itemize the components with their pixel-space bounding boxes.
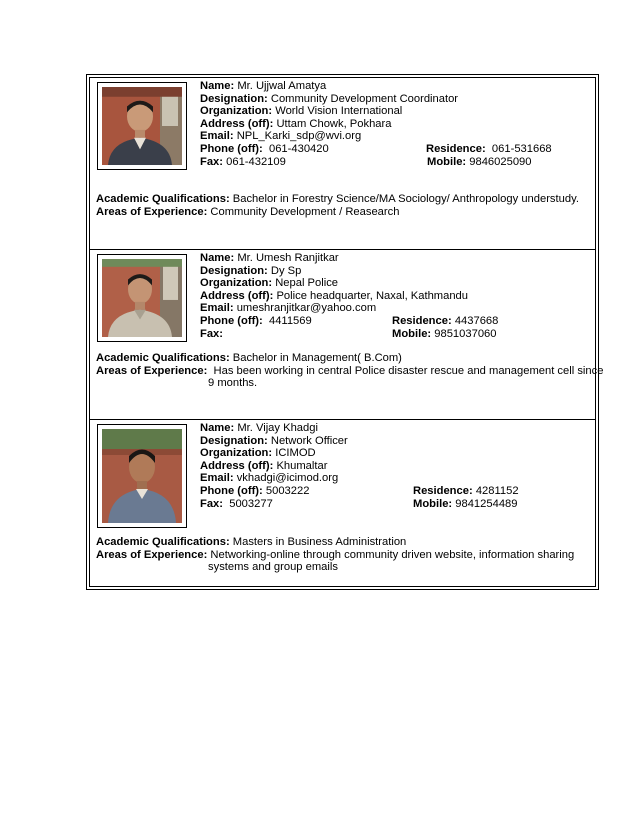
person-address: Uttam Chowk, Pokhara: [276, 117, 392, 130]
person-address: Police headquarter, Naxal, Kathmandu: [276, 289, 469, 302]
person-mobile: 9846025090: [469, 155, 532, 168]
address-label: Address (off):: [200, 459, 274, 472]
contact-table-inner: [89, 77, 604, 587]
person-organization: World Vision International: [275, 105, 403, 118]
person-address: Khumaltar: [276, 459, 328, 472]
person-residence: 4437668: [454, 314, 499, 327]
designation-label: Designation:: [200, 264, 268, 277]
qualifications-block: [96, 193, 591, 218]
person-name: Mr. Vijay Khadgi: [237, 422, 318, 434]
fax-label: Fax:: [200, 497, 224, 510]
experience-value: Networking-online through community driven website, information sharing: [210, 548, 575, 561]
contact-entry: [90, 78, 595, 250]
residence-label: Residence:: [426, 142, 486, 155]
person-phone: 5003222: [265, 484, 310, 497]
portrait-photo: [102, 259, 182, 337]
person-photo: [97, 424, 187, 528]
fax-label: Fax:: [200, 327, 224, 340]
person-photo: [97, 254, 187, 342]
address-label: Address (off):: [200, 117, 274, 130]
qualifications-block: [96, 536, 591, 574]
person-email: vkhadgi@icimod.org: [236, 472, 339, 485]
experience-value: Has been working in central Police disaster rescue and management cell since: [213, 364, 604, 377]
academic-value: Bachelor in Forestry Science/MA Sociology/ Anthropology understudy.: [232, 193, 579, 205]
person-name: Mr. Ujjwal Amatya: [237, 80, 327, 92]
person-fax: 5003277: [229, 497, 273, 510]
name-label: Name:: [200, 252, 235, 264]
email-label: Email:: [200, 302, 234, 315]
residence-label: Residence:: [413, 484, 473, 497]
person-designation: Network Officer: [270, 434, 348, 447]
experience-value-continued: systems and group emails: [208, 561, 338, 574]
phone-label: Phone (off):: [200, 142, 263, 155]
academic-value: Bachelor in Management( B.Com): [232, 352, 402, 364]
academic-label: Academic Qualifications:: [96, 193, 230, 205]
academic-label: Academic Qualifications:: [96, 352, 230, 364]
fax-label: Fax:: [200, 155, 224, 168]
person-designation: Community Development Coordinator: [270, 92, 459, 105]
organization-label: Organization:: [200, 277, 273, 290]
phone-label: Phone (off):: [200, 484, 263, 497]
person-phone: 4411569: [268, 314, 312, 327]
designation-label: Designation:: [200, 92, 268, 105]
person-photo: [97, 82, 187, 170]
contact-table: [86, 74, 604, 590]
experience-label: Areas of Experience:: [96, 364, 208, 377]
qualifications-block: [96, 352, 604, 390]
mobile-label: Mobile:: [392, 327, 432, 340]
person-mobile: 9841254489: [455, 497, 518, 510]
experience-value: Community Development / Reasearch: [210, 205, 400, 218]
organization-label: Organization:: [200, 105, 273, 118]
person-organization: ICIMOD: [275, 447, 316, 460]
email-label: Email:: [200, 130, 234, 143]
experience-label: Areas of Experience:: [96, 548, 208, 561]
person-mobile: 9851037060: [434, 327, 497, 340]
academic-value: Masters in Business Administration: [232, 536, 407, 548]
residence-label: Residence:: [392, 314, 452, 327]
name-label: Name:: [200, 422, 235, 434]
person-designation: Dy Sp: [270, 264, 302, 277]
mobile-label: Mobile:: [413, 497, 453, 510]
mobile-label: Mobile:: [427, 155, 467, 168]
person-phone: 061-430420: [268, 142, 329, 155]
portrait-photo: [102, 429, 182, 523]
person-residence: 4281152: [475, 484, 519, 497]
person-organization: Nepal Police: [275, 277, 339, 290]
phone-label: Phone (off):: [200, 314, 263, 327]
contact-entry: [90, 250, 604, 420]
person-fax: 061-432109: [226, 155, 286, 168]
contact-entry: [90, 420, 595, 586]
portrait-photo: [102, 87, 182, 165]
person-name: Mr. Umesh Ranjitkar: [237, 252, 339, 264]
contact-details: [200, 422, 580, 510]
experience-value-continued: 9 months.: [208, 377, 258, 390]
experience-label: Areas of Experience:: [96, 205, 208, 218]
name-label: Name:: [200, 80, 235, 92]
designation-label: Designation:: [200, 434, 268, 447]
address-label: Address (off):: [200, 289, 274, 302]
email-label: Email:: [200, 472, 234, 485]
organization-label: Organization:: [200, 447, 273, 460]
academic-label: Academic Qualifications:: [96, 536, 230, 548]
contact-details: [200, 80, 580, 168]
contact-details: [200, 252, 580, 340]
person-residence: 061-531668: [491, 142, 552, 155]
person-email: umeshranjitkar@yahoo.com: [236, 302, 377, 315]
person-email: NPL_Karki_sdp@wvi.org: [236, 130, 362, 143]
